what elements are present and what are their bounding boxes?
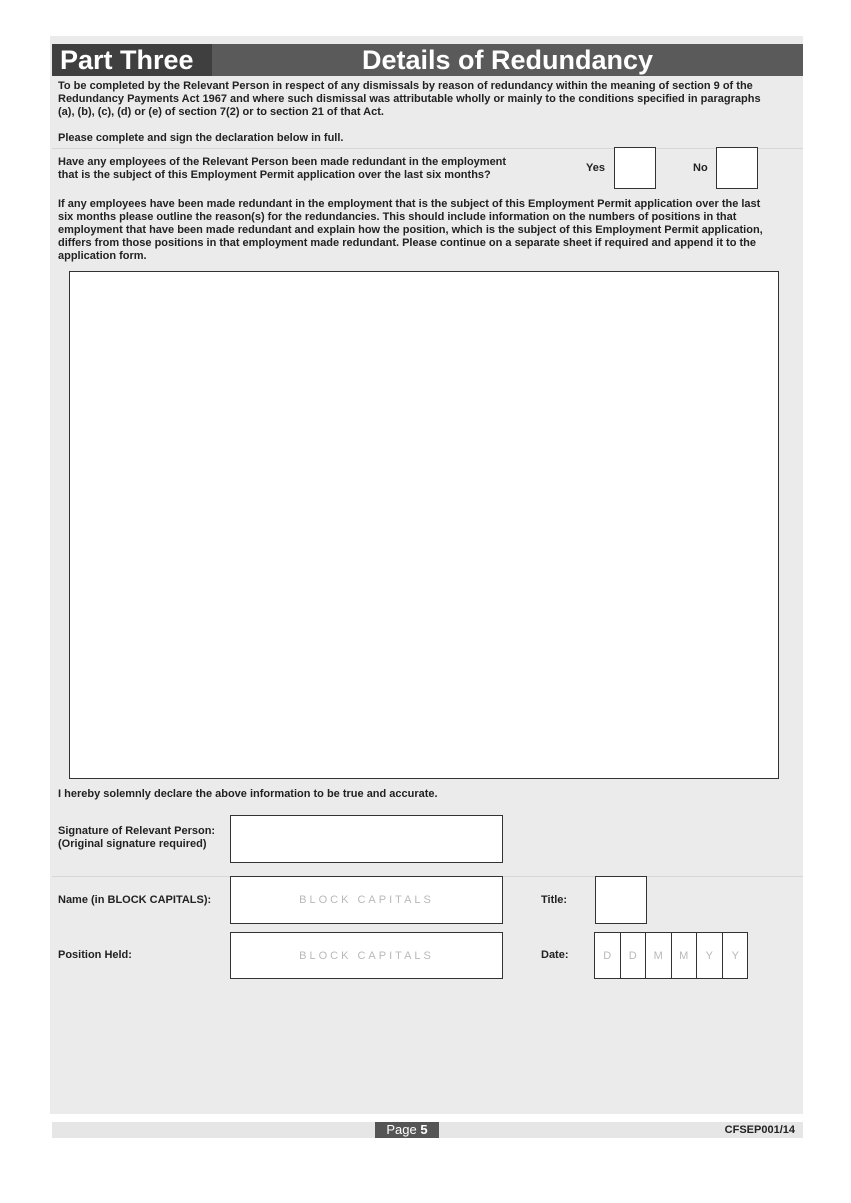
divider <box>52 148 803 149</box>
declaration-text: I hereby solemnly declare the above information to be true and accurate. <box>58 788 438 800</box>
intro-line-1: To be completed by the Relevant Person in respect of any dismissals by reason of redundancy within the meaning of section 9 of the <box>58 80 753 92</box>
yes-checkbox[interactable] <box>614 147 656 189</box>
no-checkbox[interactable] <box>716 147 758 189</box>
position-placeholder: BLOCK CAPITALS <box>299 949 434 962</box>
no-label: No <box>693 162 708 174</box>
signature-sublabel: (Original signature required) <box>58 838 207 850</box>
date-day-2[interactable]: D <box>621 933 647 978</box>
date-month-1[interactable]: M <box>646 933 672 978</box>
signature-label: Signature of Relevant Person: <box>58 825 216 837</box>
intro-line-2: Redundancy Payments Act 1967 and where such dismissal was attributable wholly or mainly to the conditions specified in paragraphs <box>58 93 761 105</box>
date-field[interactable] <box>594 932 748 979</box>
title-field[interactable] <box>595 876 647 924</box>
date-day-1[interactable]: D <box>595 933 621 978</box>
signature-field[interactable] <box>230 815 503 863</box>
position-field[interactable] <box>230 932 503 979</box>
name-placeholder: BLOCK CAPITALS <box>299 894 434 906</box>
date-month-2[interactable]: M <box>672 933 698 978</box>
section-header <box>52 44 803 76</box>
section-title: Details of Redundancy <box>361 45 654 75</box>
page-word: Page <box>386 1122 417 1137</box>
date-year-1[interactable]: Y <box>697 933 723 978</box>
instruction-text: Please complete and sign the declaration below in full. <box>58 132 344 144</box>
yes-label: Yes <box>586 162 605 174</box>
reasons-line-3: employment that have been made redundant and explain how the position, which is the subject of this Employment Permit application, <box>58 224 763 236</box>
position-label: Position Held: <box>58 949 132 961</box>
name-field[interactable] <box>230 876 503 924</box>
form-code: CFSEP001/14 <box>724 1124 795 1136</box>
reasons-line-1: If any employees have been made redundant in the employment that is the subject of this Employment Permit application over the last <box>58 198 761 210</box>
page-number <box>375 1122 439 1138</box>
page-number-value: 5 <box>420 1122 428 1137</box>
part-label: Part Three <box>52 44 212 76</box>
title-label: Title: <box>541 894 568 906</box>
reasons-line-4: differs from those positions in that employment made redundant. Please continue on a separate sheet if required and append it to the <box>58 237 757 249</box>
name-label: Name (in BLOCK CAPITALS): <box>58 894 212 906</box>
date-label: Date: <box>541 949 569 961</box>
date-year-2[interactable]: Y <box>731 949 739 962</box>
reasons-line-5: application form. <box>58 250 147 262</box>
question-line-1: Have any employees of the Relevant Person been made redundant in the employment <box>58 156 507 168</box>
intro-line-3: (a), (b), (c), (d) or (e) of section 7(2) or to section 21 of that Act. <box>58 106 384 118</box>
reasons-line-2: six months please outline the reason(s) for the redundancies. This should include information on the numbers of positions in that <box>58 211 737 223</box>
redundancy-reasons-textarea[interactable] <box>69 271 779 779</box>
question-line-2: that is the subject of this Employment Permit application over the last six months? <box>58 169 491 181</box>
